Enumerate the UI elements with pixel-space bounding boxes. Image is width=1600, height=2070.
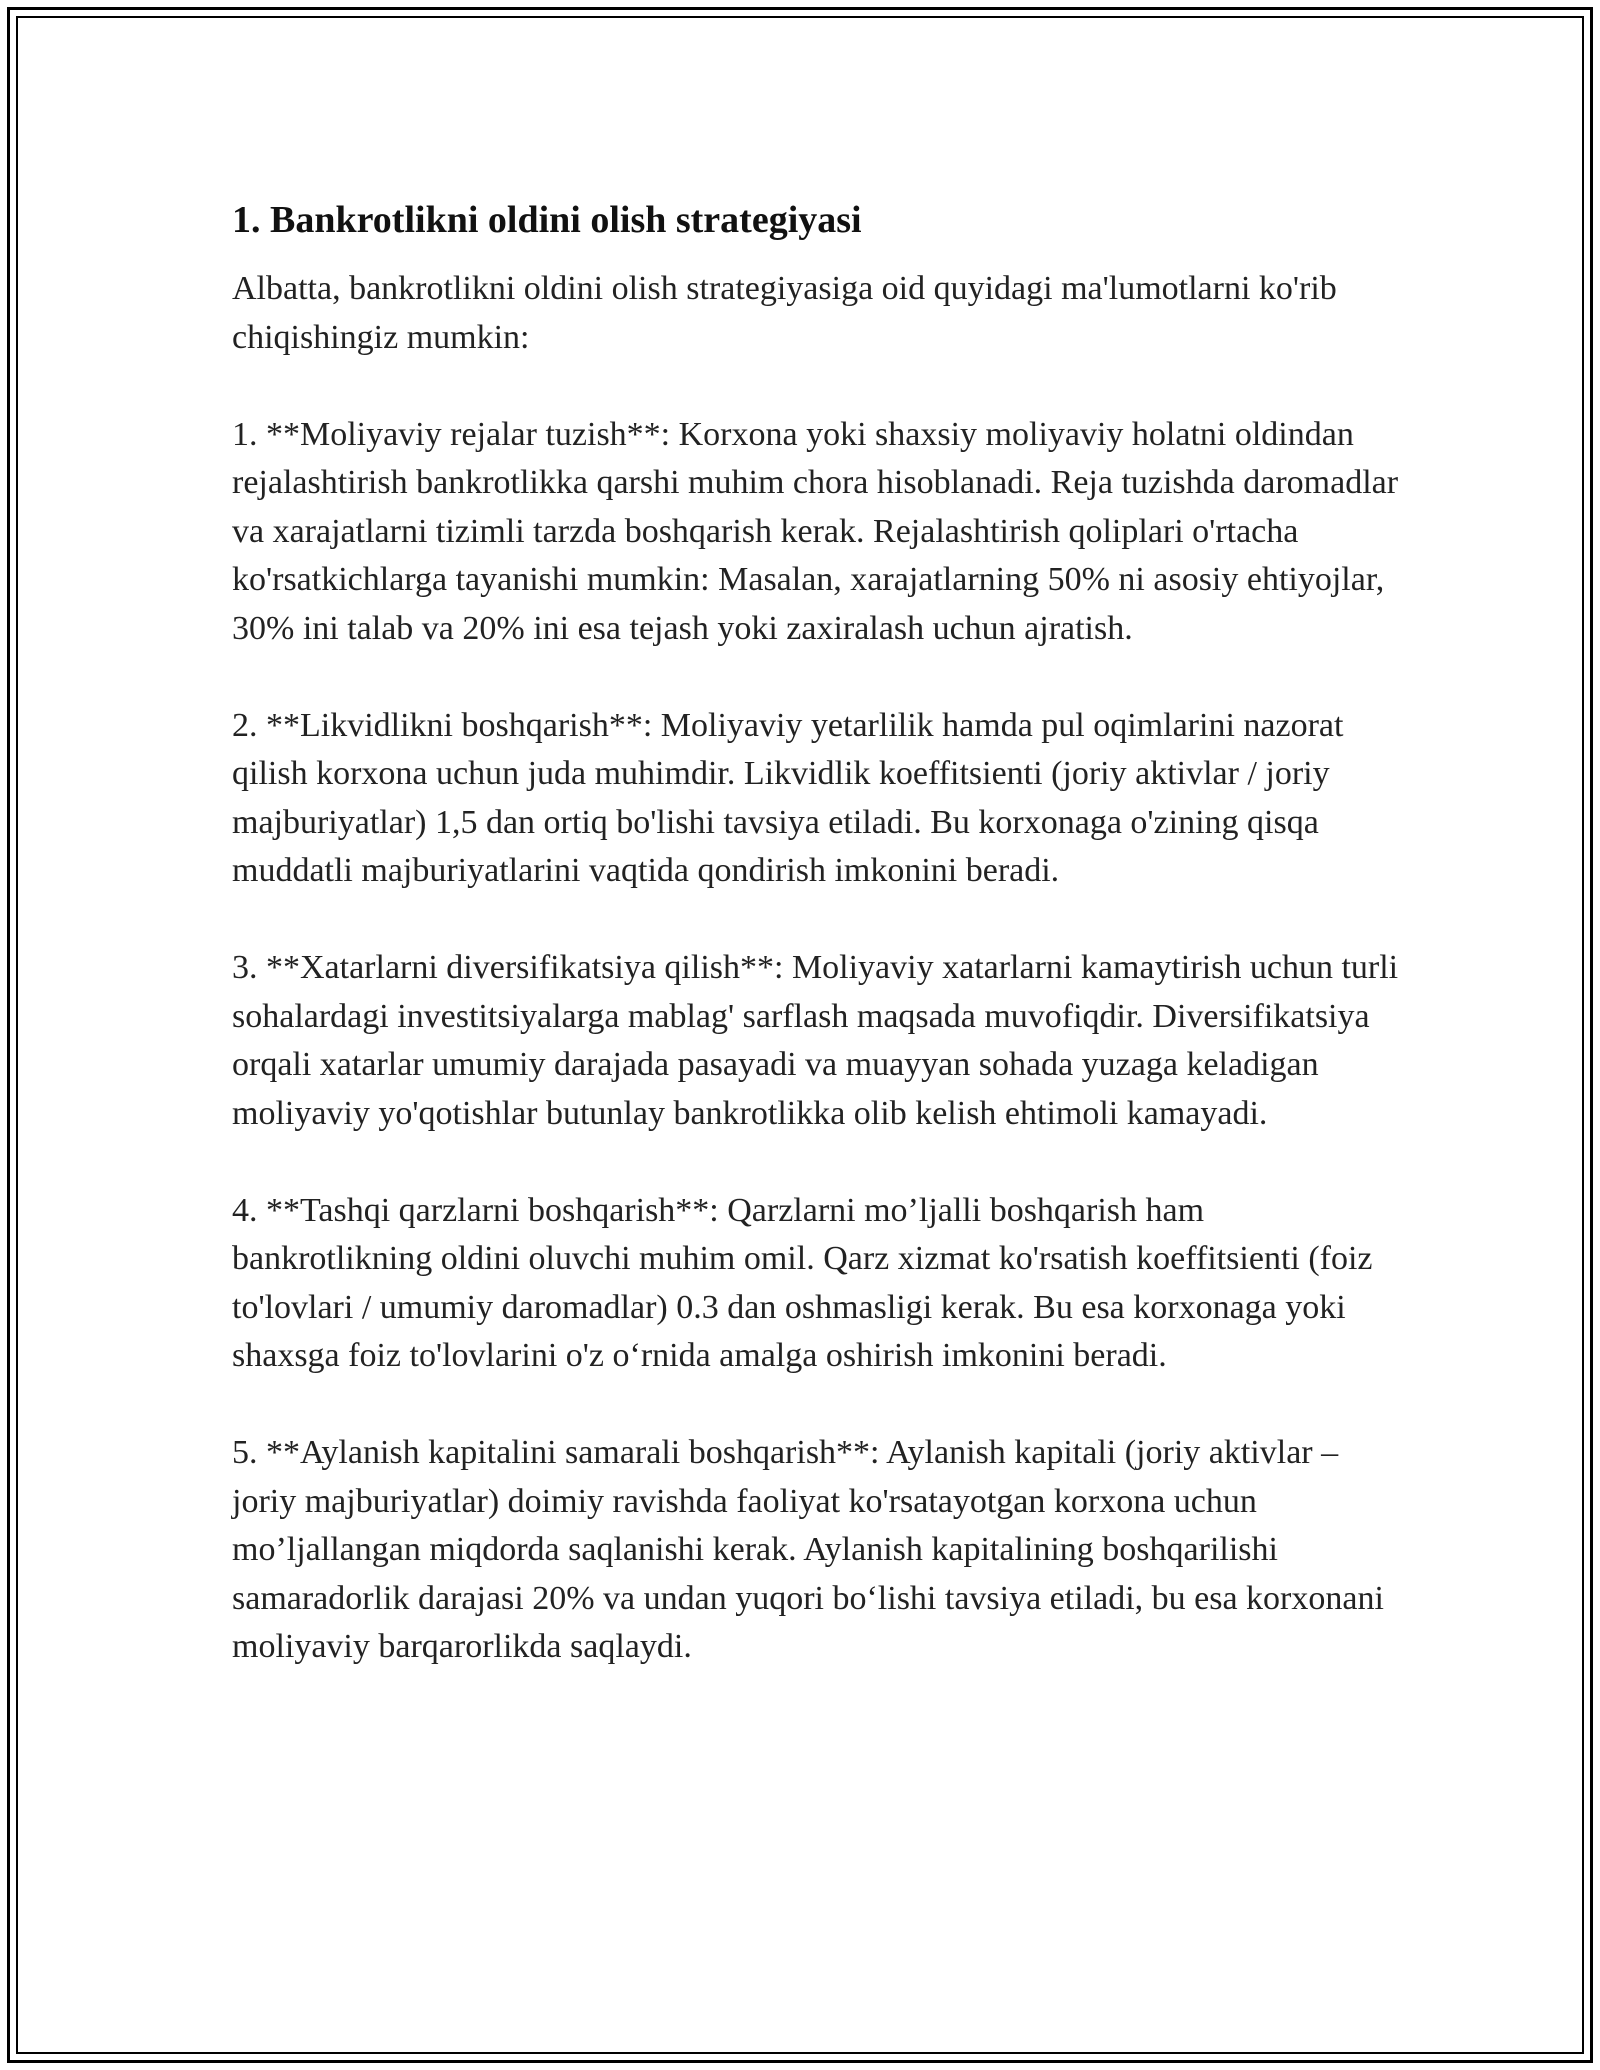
document-body: [232, 195, 1402, 1672]
list-item-4: 4. **Tashqi qarzlarni boshqarish**: Qarzlarni mo’ljalli boshqarish ham bankrotlikning oldini oluvchi muhim omil. Qarz xizmat ko'rsatish koeffitsienti (foiz to'lovlari / umumiy daromadlar) 0.3 dan oshmasligi kerak. Bu esa korxonaga yoki shaxsga foiz to'lovlarini o'z o‘rnida amalga oshirish imkonini beradi.: [232, 1191, 1373, 1374]
list-item-1: 1. **Moliyaviy rejalar tuzish**: Korxona yoki shaxsiy moliyaviy holatni oldindan rejalashtirish bankrotlikka qarshi muhim chora hisoblanadi. Reja tuzishda daromadlar va xarajatlarni tizimli tarzda boshqarish kerak. Rejalashtirish qoliplari o'rtacha ko'rsatkichlarga tayanishi mumkin: Masalan, xarajatlarning 50% ni asosiy ehtiyojlar, 30% ini talab va 20% ini esa tejash yoki zaxiralash uchun ajratish.: [232, 415, 1399, 647]
list-item-2: 2. **Likvidlikni boshqarish**: Moliyaviy yetarlilik hamda pul oqimlarini nazorat qilish korxona uchun juda muhimdir. Likvidlik koeffitsienti (joriy aktivlar / joriy majburiyatlar) 1,5 dan ortiq bo'lishi tavsiya etiladi. Bu korxonaga o'zining qisqa muddatli majburiyatlarini vaqtida qondirish imkonini beradi.: [232, 706, 1344, 889]
list-item-5: 5. **Aylanish kapitalini samarali boshqarish**: Aylanish kapitali (joriy aktivlar – joriy majburiyatlar) doimiy ravishda faoliyat ko'rsatayotgan korxona uchun mo’ljallangan miqdorda saqlanishi kerak. Aylanish kapitalining boshqarilishi samaradorlik darajasi 20% va undan yuqori bo‘lishi tavsiya etiladi, bu esa korxonani moliyaviy barqarorlikda saqlaydi.: [232, 1434, 1384, 1665]
page-frame: [7, 7, 1593, 2063]
list-item-3: 3. **Xatarlarni diversifikatsiya qilish**: Moliyaviy xatarlarni kamaytirish uchun turli sohalardagi investitsiyalarga mablag' sarflash maqsada muvofiqdir. Diversifikatsiya orqali xatarlar umumiy darajada pasayadi va muayyan sohada yuzaga keladigan moliyaviy yo'qotishlar butunlay bankrotlikka olib kelish ehtimoli kamayadi.: [232, 949, 1399, 1132]
intro-paragraph: Albatta, bankrotlikni oldini olish strategiyasiga oid quyidagi ma'lumotlarni ko'rib chiqishingiz mumkin:: [232, 270, 1337, 356]
document-title: 1. Bankrotlikni oldini olish strategiyasi: [232, 199, 862, 241]
